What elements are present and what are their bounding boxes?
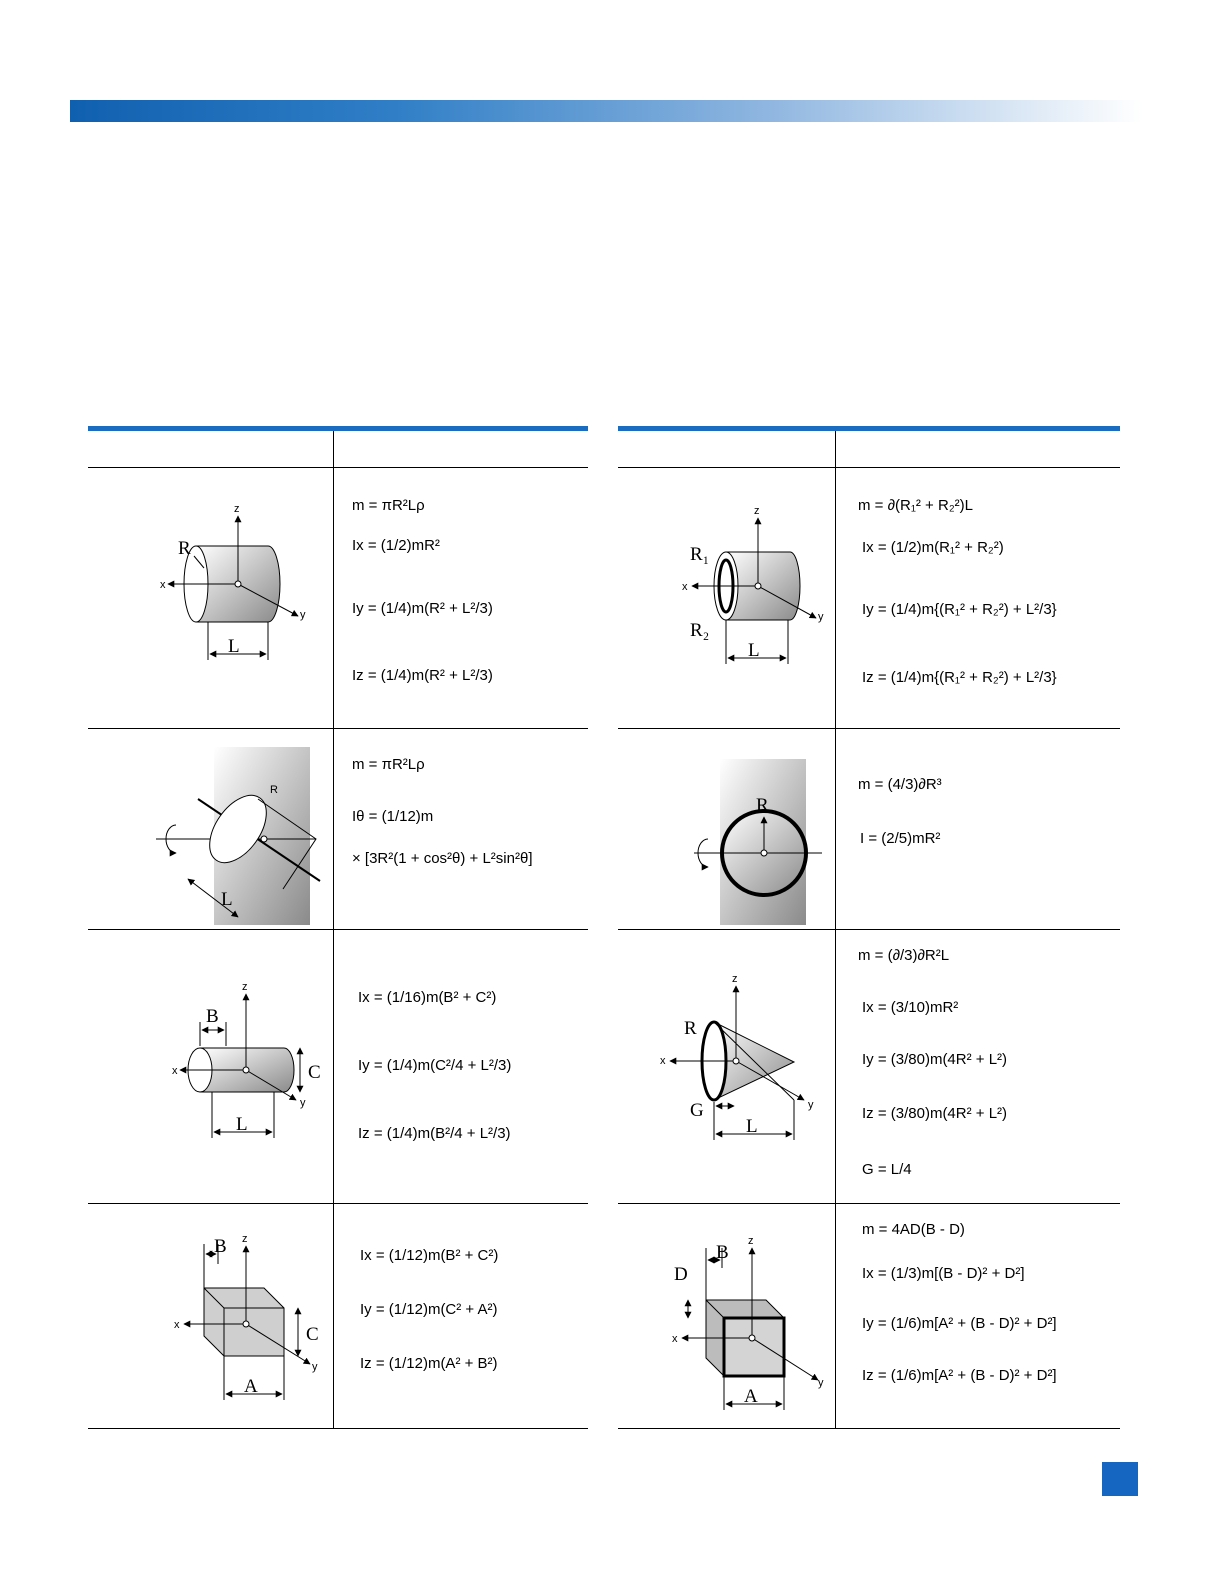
- solid-cylinder-formulas: [334, 468, 588, 728]
- right-inertia-table: [618, 426, 1120, 1429]
- length-label: L: [746, 1116, 758, 1137]
- mass-formula: m = (4/3)∂R³: [858, 776, 942, 793]
- table-row: [618, 468, 1120, 729]
- d-dimension-label: D: [674, 1264, 688, 1285]
- radius-label: R: [270, 784, 278, 796]
- i-theta-formula: Iθ = (1/12)m: [352, 808, 434, 825]
- tilted-cylinder-figure: [88, 729, 333, 929]
- rectangular-block-formulas: [334, 1204, 588, 1428]
- ix-formula: Ix = (1/2)m(R₁² + R₂²): [862, 539, 1004, 556]
- tilted-cylinder-formulas: [334, 729, 588, 929]
- mass-formula: m = πR²Lρ: [352, 497, 425, 514]
- page-number-box: [1102, 1462, 1138, 1496]
- length-label: L: [228, 636, 240, 657]
- y-axis-label: y: [818, 611, 824, 623]
- table-row: [88, 1204, 588, 1429]
- x-axis-label: x: [672, 1333, 678, 1345]
- a-dimension-label: A: [244, 1376, 258, 1397]
- hollow-cylinder-figure: [618, 468, 835, 728]
- ix-formula: Ix = (3/10)mR²: [862, 999, 959, 1016]
- cone-formulas: [836, 930, 1120, 1203]
- x-axis-label: x: [160, 579, 166, 591]
- table-row: [88, 930, 588, 1204]
- a-dimension-label: A: [744, 1386, 758, 1407]
- ix-formula: Ix = (1/16)m(B² + C²): [358, 989, 497, 1006]
- left-table-header: [88, 431, 588, 468]
- z-axis-label: z: [732, 973, 738, 985]
- y-axis-label: y: [818, 1377, 824, 1389]
- iz-formula: Iz = (1/4)m(B²/4 + L²/3): [358, 1125, 511, 1142]
- x-axis-label: x: [174, 1319, 180, 1331]
- c-dimension-label: C: [308, 1062, 321, 1083]
- rectangular-block-figure: [88, 1204, 333, 1428]
- g-dimension-label: G: [690, 1100, 704, 1121]
- cone-figure: [618, 930, 835, 1203]
- mass-formula: m = (∂/3)∂R²L: [858, 947, 950, 964]
- radius-label: R: [178, 538, 191, 559]
- z-axis-label: z: [242, 1233, 248, 1245]
- table-row: [618, 930, 1120, 1204]
- b-dimension-label: B: [206, 1006, 219, 1027]
- z-axis-label: z: [234, 503, 240, 515]
- length-label: L: [236, 1114, 248, 1135]
- x-axis-label: x: [682, 581, 688, 593]
- table-row: [88, 729, 588, 930]
- radius-label: R: [756, 795, 769, 816]
- hollow-rectangular-tube-formulas: [836, 1204, 1120, 1428]
- sphere-formulas: [836, 729, 1120, 929]
- y-axis-label: y: [312, 1361, 318, 1373]
- solid-cylinder-figure: [88, 468, 333, 728]
- right-table-header: [618, 431, 1120, 468]
- i-theta-formula-cont: × [3R²(1 + cos²θ) + L²sin²θ]: [352, 850, 533, 867]
- b-dimension-label: B: [214, 1236, 227, 1257]
- iy-formula: Iy = (1/6)m[A² + (B - D)² + D²]: [862, 1315, 1057, 1332]
- z-axis-label: z: [748, 1235, 754, 1247]
- ix-formula: Ix = (1/12)m(B² + C²): [360, 1247, 499, 1264]
- elliptic-cylinder-formulas: [334, 930, 588, 1203]
- iy-formula: Iy = (1/4)m(C²/4 + L²/3): [358, 1057, 512, 1074]
- iy-formula: Iy = (3/80)m(4R² + L²): [862, 1051, 1008, 1068]
- sphere-figure: [618, 729, 835, 929]
- ix-formula: Ix = (1/2)mR²: [352, 537, 440, 554]
- y-axis-label: y: [808, 1099, 814, 1111]
- y-axis-label: y: [300, 609, 306, 621]
- r1-label: R₁: [690, 544, 710, 565]
- r2-label: R₂: [690, 620, 710, 641]
- iz-formula: Iz = (1/4)m{(R₁² + R₂²) + L²/3}: [862, 669, 1057, 686]
- x-axis-label: x: [172, 1065, 178, 1077]
- table-row: [618, 729, 1120, 930]
- b-dimension-label: B: [716, 1242, 729, 1263]
- ix-formula: Ix = (1/3)m[(B - D)² + D²]: [862, 1265, 1025, 1282]
- mass-formula: m = 4AD(B - D): [862, 1221, 965, 1238]
- elliptic-cylinder-figure: [88, 930, 333, 1203]
- mass-formula: m = ∂(R₁² + R₂²)L: [858, 497, 973, 514]
- iz-formula: Iz = (3/80)m(4R² + L²): [862, 1105, 1008, 1122]
- left-inertia-table: [88, 426, 588, 1429]
- mass-formula: m = πR²Lρ: [352, 756, 425, 773]
- table-row: [88, 468, 588, 729]
- hollow-rectangular-tube-figure: [618, 1204, 835, 1428]
- i-formula: I = (2/5)mR²: [860, 830, 941, 847]
- g-formula: G = L/4: [862, 1161, 912, 1178]
- header-color-bar: [70, 100, 1142, 122]
- z-axis-label: z: [242, 981, 248, 993]
- z-axis-label: z: [754, 505, 760, 517]
- iy-formula: Iy = (1/12)m(C² + A²): [360, 1301, 498, 1318]
- y-axis-label: y: [300, 1097, 306, 1109]
- length-label: L: [748, 640, 760, 661]
- x-axis-label: x: [660, 1055, 666, 1067]
- radius-label: R: [684, 1018, 697, 1039]
- iz-formula: Iz = (1/6)m[A² + (B - D)² + D²]: [862, 1367, 1057, 1384]
- length-label: L: [221, 889, 233, 910]
- table-row: [618, 1204, 1120, 1429]
- hollow-cylinder-formulas: [836, 468, 1120, 728]
- iz-formula: Iz = (1/4)m(R² + L²/3): [352, 667, 493, 684]
- iz-formula: Iz = (1/12)m(A² + B²): [360, 1355, 498, 1372]
- c-dimension-label: C: [306, 1324, 319, 1345]
- iy-formula: Iy = (1/4)m(R² + L²/3): [352, 600, 493, 617]
- iy-formula: Iy = (1/4)m{(R₁² + R₂²) + L²/3}: [862, 601, 1057, 618]
